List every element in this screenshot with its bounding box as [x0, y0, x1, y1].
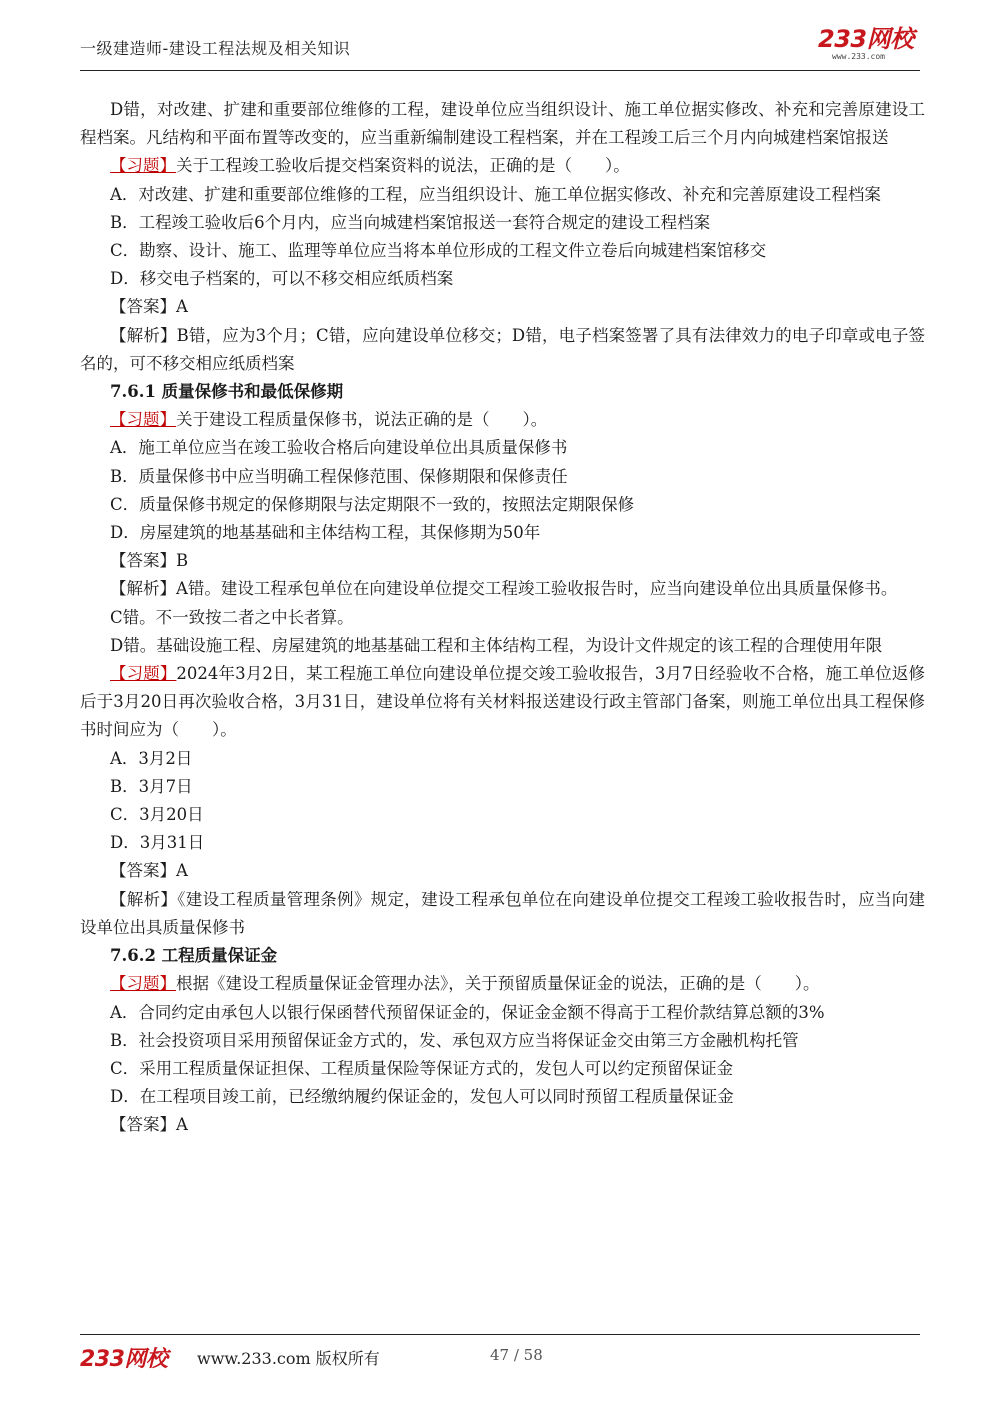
- footer-logo[interactable]: 233网校: [80, 1347, 168, 1372]
- document-body: [80, 96, 925, 1140]
- paragraph-text: 7.6.2 工程质量保证金: [110, 946, 278, 966]
- section-heading: [80, 378, 925, 406]
- paragraph: [80, 660, 925, 745]
- paragraph-text: D错，对改建、扩建和重要部位维修的工程，建设单位应当组织设计、施工单位据实修改、补充和完善原建设工程档案。凡结构和平面布置等改变的，应当重新编制建设工程档案，并在工程竣工后三个月内向城建档案馆报送: [80, 100, 925, 148]
- paragraph: [80, 434, 925, 462]
- paragraph-text: 【答案】A: [110, 297, 188, 317]
- paragraph: [80, 209, 925, 237]
- paragraph: [80, 829, 925, 857]
- paragraph-text: 关于建设工程质量保修书，说法正确的是（ ）。: [176, 410, 548, 430]
- paragraph: [80, 237, 925, 265]
- paragraph-text: C．采用工程质量保证担保、工程质量保险等保证方式的，发包人可以约定预留保证金: [110, 1058, 734, 1078]
- footer-copyright: www.233.com 版权所有: [197, 1349, 380, 1368]
- paragraph: [80, 491, 925, 519]
- logo-url: www.233.com: [832, 52, 885, 61]
- paragraph-text: C错。不一致按二者之中长者算。: [110, 607, 354, 627]
- paragraph-text: 关于工程竣工验收后提交档案资料的说法，正确的是（ ）。: [176, 156, 630, 176]
- paragraph-text: D．在工程项目竣工前，已经缴纳履约保证金的，发包人可以同时预留工程质量保证金: [110, 1087, 734, 1107]
- paragraph: [80, 801, 925, 829]
- paragraph-text: C．质量保修书规定的保修期限与法定期限不一致的，按照法定期限保修: [110, 494, 635, 514]
- paragraph: [80, 463, 925, 491]
- paragraph: [80, 322, 925, 378]
- header-title: 一级建造师-建设工程法规及相关知识: [80, 39, 351, 58]
- exercise-tag: 【习题】: [110, 410, 176, 430]
- paragraph: [80, 265, 925, 293]
- paragraph: [80, 1055, 925, 1083]
- paragraph: [80, 773, 925, 801]
- paragraph-text: A．施工单位应当在竣工验收合格后向建设单位出具质量保修书: [110, 438, 568, 458]
- logo-text: 233网校: [818, 25, 914, 53]
- paragraph-text: 【答案】A: [110, 1115, 188, 1135]
- paragraph: [80, 575, 925, 603]
- footer-divider: [80, 1334, 920, 1335]
- section-heading: [80, 942, 925, 970]
- paragraph-text: D．移交电子档案的，可以不移交相应纸质档案: [110, 269, 454, 289]
- header-divider: [80, 70, 920, 71]
- exercise-tag: 【习题】: [110, 664, 177, 684]
- paragraph: [80, 970, 925, 998]
- paragraph: [80, 406, 925, 434]
- paragraph-text: 7.6.1 质量保修书和最低保修期: [110, 382, 344, 402]
- paragraph: [80, 1027, 925, 1055]
- paragraph: [80, 181, 925, 209]
- brand-logo[interactable]: [818, 26, 922, 66]
- paragraph-text: 【答案】A: [110, 861, 188, 881]
- paragraph: [80, 519, 925, 547]
- paragraph-text: B．社会投资项目采用预留保证金方式的，发、承包双方应当将保证金交由第三方金融机构托管: [110, 1030, 799, 1050]
- paragraph: [80, 152, 925, 180]
- paragraph: [80, 632, 925, 660]
- paragraph-text: A．对改建、扩建和重要部位维修的工程，应当组织设计、施工单位据实修改、补充和完善原建设工程档案: [110, 184, 881, 204]
- paragraph-text: C．3月20日: [110, 805, 204, 825]
- paragraph-text: 根据《建设工程质量保证金管理办法》，关于预留质量保证金的说法，正确的是（ ）。: [176, 974, 820, 994]
- paragraph-text: 2024年3月2日，某工程施工单位向建设单位提交竣工验收报告，3月7日经验收不合格，施工单位返修后于3月20日再次验收合格，3月31日，建设单位将有关材料报送建设行政主管部门备案，则施工单位出具工程保修书时间应为（ ）。: [80, 664, 926, 740]
- paragraph: [80, 293, 925, 321]
- paragraph: [80, 999, 925, 1027]
- paragraph-text: A．合同约定由承包人以银行保函替代预留保证金的，保证金金额不得高于工程价款结算总额的3%: [110, 1002, 825, 1022]
- paragraph-text: 【解析】《建设工程质量管理条例》规定，建设工程承包单位在向建设单位提交工程竣工验收报告时，应当向建设单位出具质量保修书: [80, 889, 925, 937]
- paragraph-text: A．3月2日: [110, 748, 193, 768]
- paragraph: [80, 1111, 925, 1139]
- page-number: 47 / 58: [490, 1346, 543, 1364]
- paragraph: [80, 857, 925, 885]
- paragraph-text: D错。基础设施工程、房屋建筑的地基基础工程和主体结构工程，为设计文件规定的该工程的合理使用年限: [110, 635, 883, 655]
- exercise-tag: 【习题】: [110, 156, 176, 176]
- paragraph-text: B．3月7日: [110, 776, 193, 796]
- paragraph-text: D．3月31日: [110, 833, 205, 853]
- paragraph-text: C．勘察、设计、施工、监理等单位应当将本单位形成的工程文件立卷后向城建档案馆移交: [110, 241, 767, 261]
- paragraph-text: B．质量保修书中应当明确工程保修范围、保修期限和保修责任: [110, 466, 568, 486]
- paragraph-text: 【解析】B错，应为3个月；C错，应向建设单位移交；D错，电子档案签署了具有法律效力的电子印章或电子签名的，可不移交相应纸质档案: [80, 325, 925, 373]
- paragraph-text: B．工程竣工验收后6个月内，应当向城建档案馆报送一套符合规定的建设工程档案: [110, 212, 711, 232]
- paragraph: [80, 1083, 925, 1111]
- paragraph: [80, 604, 925, 632]
- paragraph-text: 【解析】A错。建设工程承包单位在向建设单位提交工程竣工验收报告时，应当向建设单位出具质量保修书。: [110, 579, 898, 599]
- paragraph: [80, 96, 925, 152]
- paragraph: [80, 745, 925, 773]
- paragraph-text: 【答案】B: [110, 551, 189, 571]
- paragraph: [80, 886, 925, 942]
- paragraph: [80, 547, 925, 575]
- exercise-tag: 【习题】: [110, 974, 176, 994]
- paragraph-text: D．房屋建筑的地基基础和主体结构工程，其保修期为50年: [110, 523, 541, 543]
